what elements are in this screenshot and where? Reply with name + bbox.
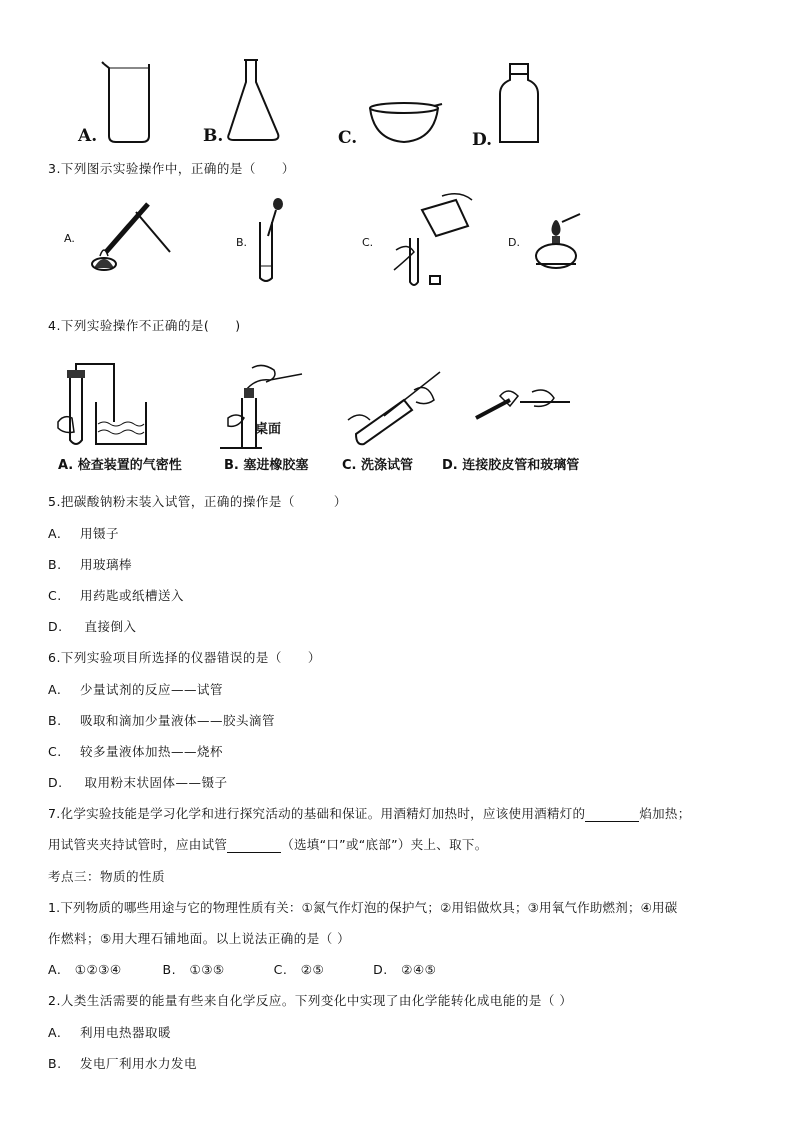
option-letter: D. — [48, 775, 63, 790]
question-7-line-2 — [48, 837, 488, 853]
q7-blank-2[interactable] — [227, 840, 281, 853]
q3-option-a-label: A. — [64, 232, 75, 245]
p2-option-b — [48, 1056, 197, 1072]
option-text: 用玻璃棒 — [80, 557, 133, 572]
option-text: ①③⑤ — [189, 962, 225, 977]
option-letter: C. — [48, 744, 62, 759]
option-text: 取用粉末状固体——镊子 — [80, 775, 228, 790]
option-text: 直接倒入 — [80, 619, 137, 634]
q3-figure-pouring — [382, 190, 482, 290]
q4-caption-b: B. 塞进橡胶塞 — [224, 458, 309, 473]
option-letter: A. — [48, 962, 62, 977]
q5-option-c — [48, 588, 184, 604]
q6-option-c — [48, 744, 223, 760]
q4-caption-d: D. 连接胶皮管和玻璃管 — [442, 458, 580, 473]
q7-text-2b: （选填“口”或“底部”）夹上、取下。 — [281, 837, 488, 852]
evaporating-dish-drawing — [364, 100, 444, 148]
p2-option-a — [48, 1025, 171, 1041]
q3-option-b-label: B. — [236, 236, 248, 249]
option-letter: D. — [373, 962, 388, 977]
option-text: ②④⑤ — [401, 962, 437, 977]
section-heading: 考点三：物质的性质 — [48, 869, 166, 884]
pouring-drawing — [382, 190, 482, 290]
q4-caption-a: A. 检查装置的气密性 — [58, 458, 182, 473]
option-letter: D. — [48, 619, 63, 634]
property-q1-line-2: 作燃料；⑤用大理石铺地面。以上说法正确的是（ ） — [48, 931, 351, 946]
q5-option-a — [48, 526, 119, 542]
option-letter: A. — [48, 1025, 62, 1040]
q7-text-1a: 7.化学实验技能是学习化学和进行探究活动的基础和保证。用酒精灯加热时，应该使用酒精灯的 — [48, 806, 586, 821]
option-text: 吸取和滴加少量液体——胶头滴管 — [80, 713, 276, 728]
q2-option-b-label: B. — [203, 126, 224, 146]
q4-figure-airtightness — [56, 362, 166, 452]
question-5-stem: 5.把碳酸钠粉末装入试管，正确的操作是（ ） — [48, 494, 347, 509]
option-letter: C. — [48, 588, 62, 603]
option-text: 较多量液体加热——烧杯 — [80, 744, 224, 759]
q4-caption-c: C. 洗涤试管 — [342, 458, 414, 473]
q4-figure-insert-stopper — [216, 360, 306, 452]
property-q1-line-1: 1.下列物质的哪些用途与它的物理性质有关：①氮气作灯泡的保护气；②用铝做炊具；③用氧气作助燃剂；④用碳 — [48, 900, 678, 915]
option-letter: B. — [48, 1056, 62, 1071]
airtightness-drawing — [56, 362, 166, 452]
option-letter: B. — [48, 713, 62, 728]
option-text: 发电厂利用水力发电 — [80, 1056, 198, 1071]
option-letter: A. — [48, 682, 62, 697]
q4-figure-wash-tube — [344, 370, 444, 450]
figure-reagent-bottle — [494, 60, 544, 150]
q5-option-d — [48, 619, 136, 635]
q6-option-a — [48, 682, 223, 698]
question-7-line-1 — [48, 806, 691, 822]
property-q1-options — [48, 962, 436, 978]
q2-option-c-label: C. — [338, 128, 358, 148]
q7-text-2a: 用试管夹夹持试管时，应由试管 — [48, 837, 228, 852]
q6-option-d — [48, 775, 227, 791]
q3-figure-heating-tube — [86, 194, 178, 274]
reagent-bottle-drawing — [494, 60, 544, 150]
wash-tube-drawing — [344, 370, 444, 450]
option-text: 少量试剂的反应——试管 — [80, 682, 224, 697]
q3-figure-dropper — [252, 196, 292, 286]
option-text: 用药匙或纸槽送入 — [80, 588, 185, 603]
q3-option-d-label: D. — [508, 236, 520, 249]
option-letter: A. — [48, 526, 62, 541]
option-text: 利用电热器取暖 — [80, 1025, 172, 1040]
q4-desk-label: 桌面 — [255, 422, 282, 437]
heating-tube-drawing — [86, 194, 178, 274]
q3-option-c-label: C. — [362, 236, 374, 249]
q6-option-b — [48, 713, 275, 729]
insert-stopper-drawing — [216, 360, 306, 452]
question-4-stem: 4.下列实验操作不正确的是( ) — [48, 318, 241, 333]
q7-blank-1[interactable] — [585, 809, 639, 822]
alcohol-lamp-drawing — [528, 212, 584, 276]
option-text: ②⑤ — [300, 962, 325, 977]
question-3-stem: 3.下列图示实验操作中，正确的是（ ） — [48, 161, 295, 176]
q3-figure-alcohol-lamp — [528, 212, 584, 276]
property-q2-stem: 2.人类生活需要的能量有些来自化学反应。下列变化中实现了由化学能转化成电能的是（ ） — [48, 993, 573, 1008]
q4-figure-connect-tubing — [470, 378, 580, 438]
connect-tubing-drawing — [470, 378, 580, 438]
option-text: 用镊子 — [80, 526, 120, 541]
q7-text-1b: 焰加热； — [639, 806, 691, 821]
q5-option-b — [48, 557, 132, 573]
option-letter: C. — [273, 962, 288, 977]
option-letter: B. — [162, 962, 177, 977]
question-6-stem: 6.下列实验项目所选择的仪器错误的是（ ） — [48, 650, 321, 665]
figure-evaporating-dish — [364, 100, 444, 148]
option-text: ①②③④ — [74, 962, 122, 977]
q2-option-a-label: A. — [78, 126, 98, 146]
option-letter: B. — [48, 557, 62, 572]
q2-option-d-label: D. — [472, 130, 493, 150]
dropper-drawing — [252, 196, 292, 286]
